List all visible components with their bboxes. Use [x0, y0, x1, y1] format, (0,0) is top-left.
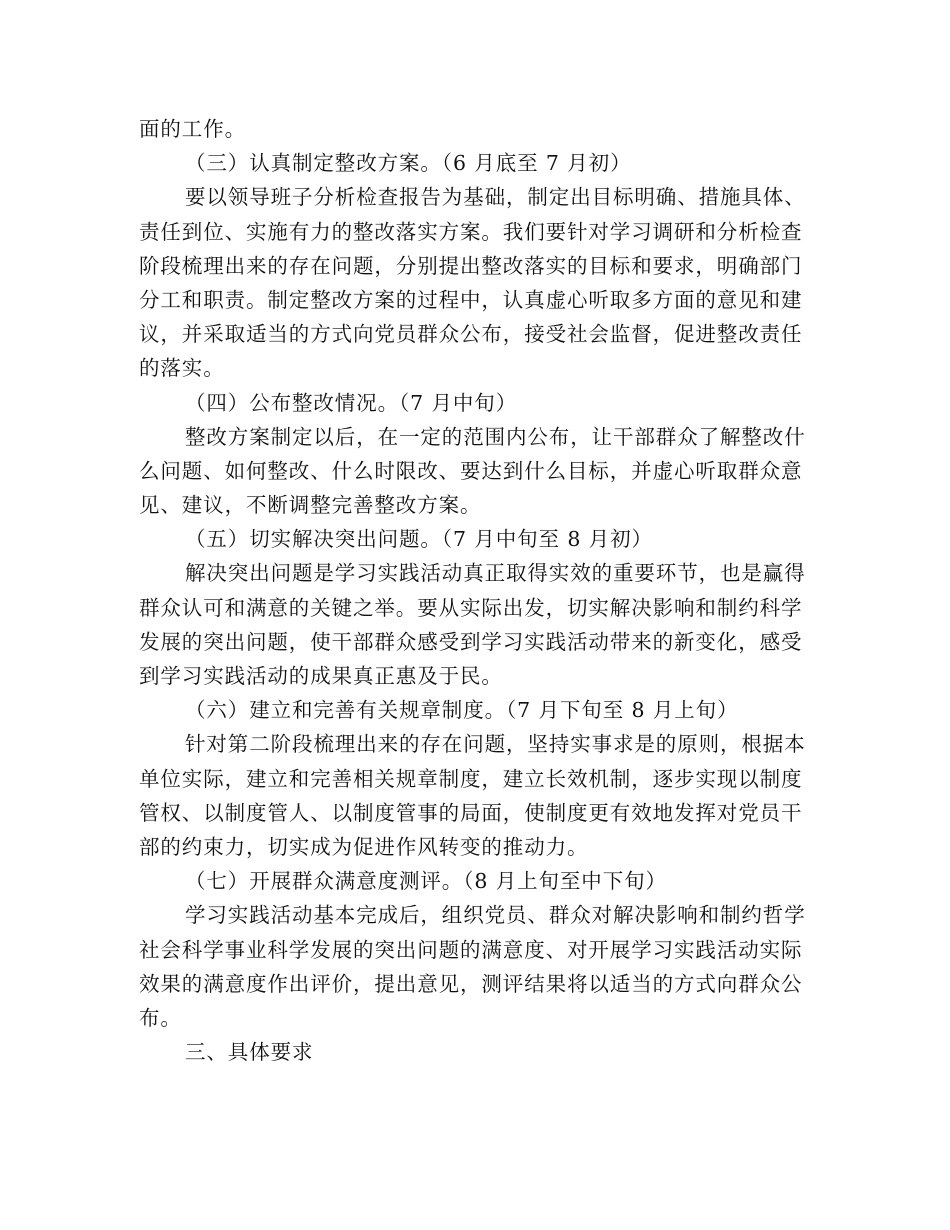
- document-body: [139, 112, 815, 1069]
- text-line: 阶段梳理出来的存在问题，分别提出整改落实的目标和要求，明确部门: [139, 253, 803, 278]
- text-line: 布。: [139, 1005, 182, 1030]
- text-line: 到学习实践活动的成果真正惠及于民。: [139, 664, 503, 688]
- text-line: 分工和职责。制定整改方案的过程中，认真虚心听取多方面的意见和建: [139, 287, 803, 312]
- text-line: 见、建议，不断调整完善整改方案。: [139, 493, 482, 518]
- text-line: 议，并采取适当的方式向党员群众公布，接受社会监督，促进整改责任: [139, 322, 803, 347]
- section-heading-7: （七）开展群众满意度测评。（8 月上旬至中下旬）: [185, 869, 667, 894]
- text-line: 社会科学事业科学发展的突出问题的满意度、对开展学习实践活动实际: [139, 937, 803, 962]
- section-heading-requirements: 三、具体要求: [185, 1040, 314, 1065]
- text-line: 学习实践活动基本完成后，组织党员、群众对解决影响和制约哲学: [185, 903, 806, 928]
- text-line: 整改方案制定以后，在一定的范围内公布，让干部群众了解整改什: [185, 424, 806, 449]
- text-line: 群众认可和满意的关键之举。要从实际出发，切实解决影响和制约科学: [139, 595, 803, 620]
- section-heading-6: （六）建立和完善有关规章制度。（7 月下旬至 8 月上旬）: [185, 698, 739, 723]
- text-line: 的落实。: [139, 356, 225, 381]
- text-line: 面的工作。: [139, 117, 246, 141]
- text-line: 部的约束力，切实成为促进作风转变的推动力。: [139, 834, 589, 859]
- section-heading-4: （四）公布整改情况。（7 月中旬）: [185, 390, 518, 415]
- text-line: 要以领导班子分析检查报告为基础，制定出目标明确、措施具体、: [185, 185, 806, 210]
- text-line: 效果的满意度作出评价，提出意见，测评结果将以适当的方式向群众公: [139, 971, 803, 996]
- text-line: 责任到位、实施有力的整改落实方案。我们要针对学习调研和分析检查: [139, 219, 803, 244]
- text-line: 管权、以制度管人、以制度管事的局面，使制度更有效地发挥对党员干: [139, 800, 803, 825]
- text-line: 针对第二阶段梳理出来的存在问题，坚持实事求是的原则，根据本: [185, 732, 806, 757]
- text-line: 解决突出问题是学习实践活动真正取得实效的重要环节，也是赢得: [185, 561, 806, 586]
- text-line: 单位实际，建立和完善相关规章制度，建立长效机制，逐步实现以制度: [139, 766, 803, 791]
- text-line: 么问题、如何整改、什么时限改、要达到什么目标，并虚心听取群众意: [139, 458, 803, 483]
- section-heading-3: （三）认真制定整改方案。（6 月底至 7 月初）: [185, 151, 632, 176]
- section-heading-5: （五）切实解决突出问题。（7 月中旬至 8 月初）: [185, 527, 653, 552]
- text-line: 发展的突出问题，使干部群众感受到学习实践活动带来的新变化，感受: [139, 629, 803, 654]
